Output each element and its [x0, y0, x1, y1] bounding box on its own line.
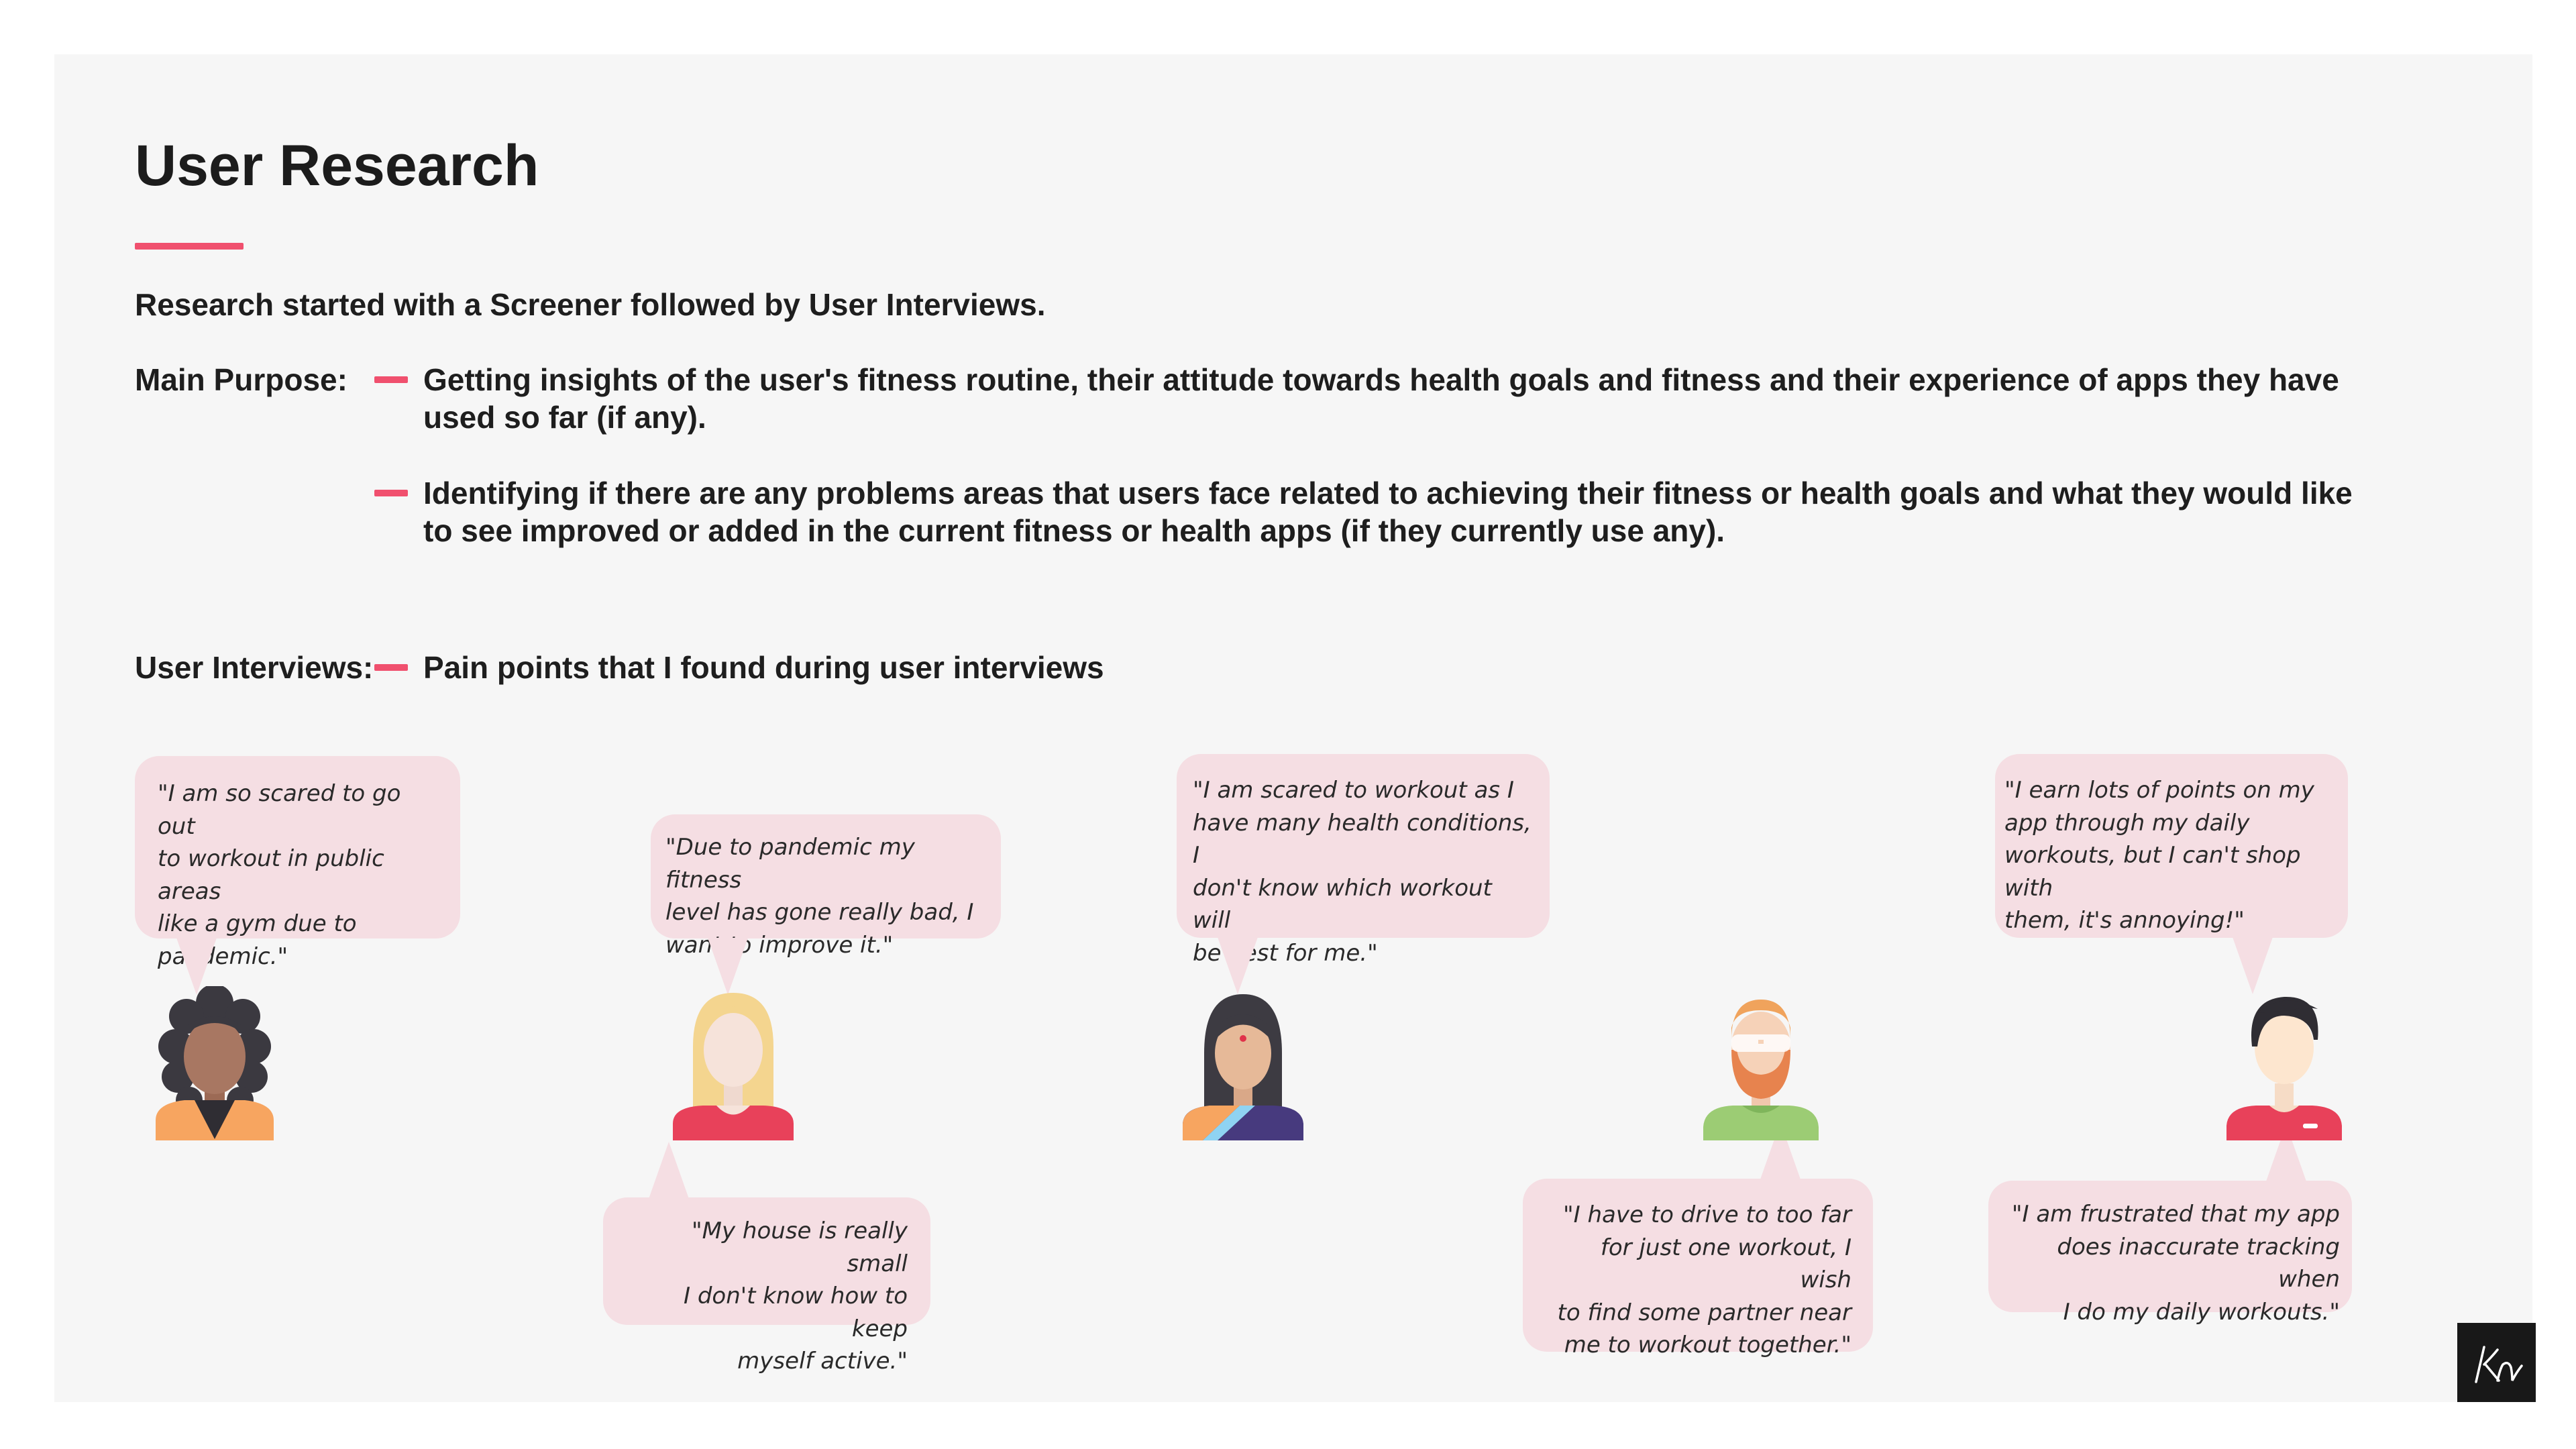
user-interviews-text: Pain points that I found during user interviews	[423, 650, 1104, 685]
quote-bubble-7: "I am frustrated that my app does inaccurate tracking when I do my daily workouts."	[1988, 1181, 2352, 1312]
quote-bubble-2: "Due to pandemic my fitness level has gone really bad, I want to improve it."	[651, 814, 1001, 938]
quote-bubble-1: "I am so scared to go out to workout in public areas like a gym due to pandemic."	[135, 756, 460, 938]
user-interviews-label: User Interviews:	[135, 650, 374, 685]
user-5-avatar	[2217, 986, 2351, 1140]
intro-text: Research started with a Screener followed by User Interviews.	[135, 287, 1046, 322]
user-1-avatar	[148, 986, 282, 1140]
user-4-avatar	[1694, 986, 1828, 1140]
user-3-avatar	[1176, 986, 1310, 1140]
main-purpose-point-2: Identifying if there are any problems areas that users face related to achieving their fitness or health goals and what they would like to see improved or added in the current fitness or health apps (if they currently use any).	[423, 476, 2353, 548]
quote-bubble-6: "I earn lots of points on my app through my daily workouts, but I can't shop with them, it's annoying!"	[1995, 754, 2348, 938]
quote-bubble-3: "My house is really small I don't know how to keep myself active."	[603, 1197, 930, 1325]
quote-bubble-4: "I am scared to workout as I have many health conditions, I don't know which workout will be best for me."	[1177, 754, 1550, 938]
page-title: User Research	[135, 133, 539, 198]
main-purpose-label: Main Purpose:	[135, 362, 347, 397]
user-interviews-dash	[374, 664, 408, 671]
user-2-avatar	[666, 986, 800, 1140]
title-underline	[135, 243, 244, 250]
main-purpose-dash-2	[374, 490, 408, 496]
kn-logo	[2457, 1323, 2536, 1402]
main-purpose-dash-1	[374, 376, 408, 383]
main-purpose-point-1: Getting insights of the user's fitness routine, their attitude towards health goals and fitness and their experience of apps they have used so far (if any).	[423, 362, 2339, 435]
quote-bubble-5: "I have to drive to too far for just one workout, I wish to find some partner near me to workout together."	[1523, 1179, 1873, 1352]
quote-bubble-3-tail	[649, 1142, 689, 1199]
